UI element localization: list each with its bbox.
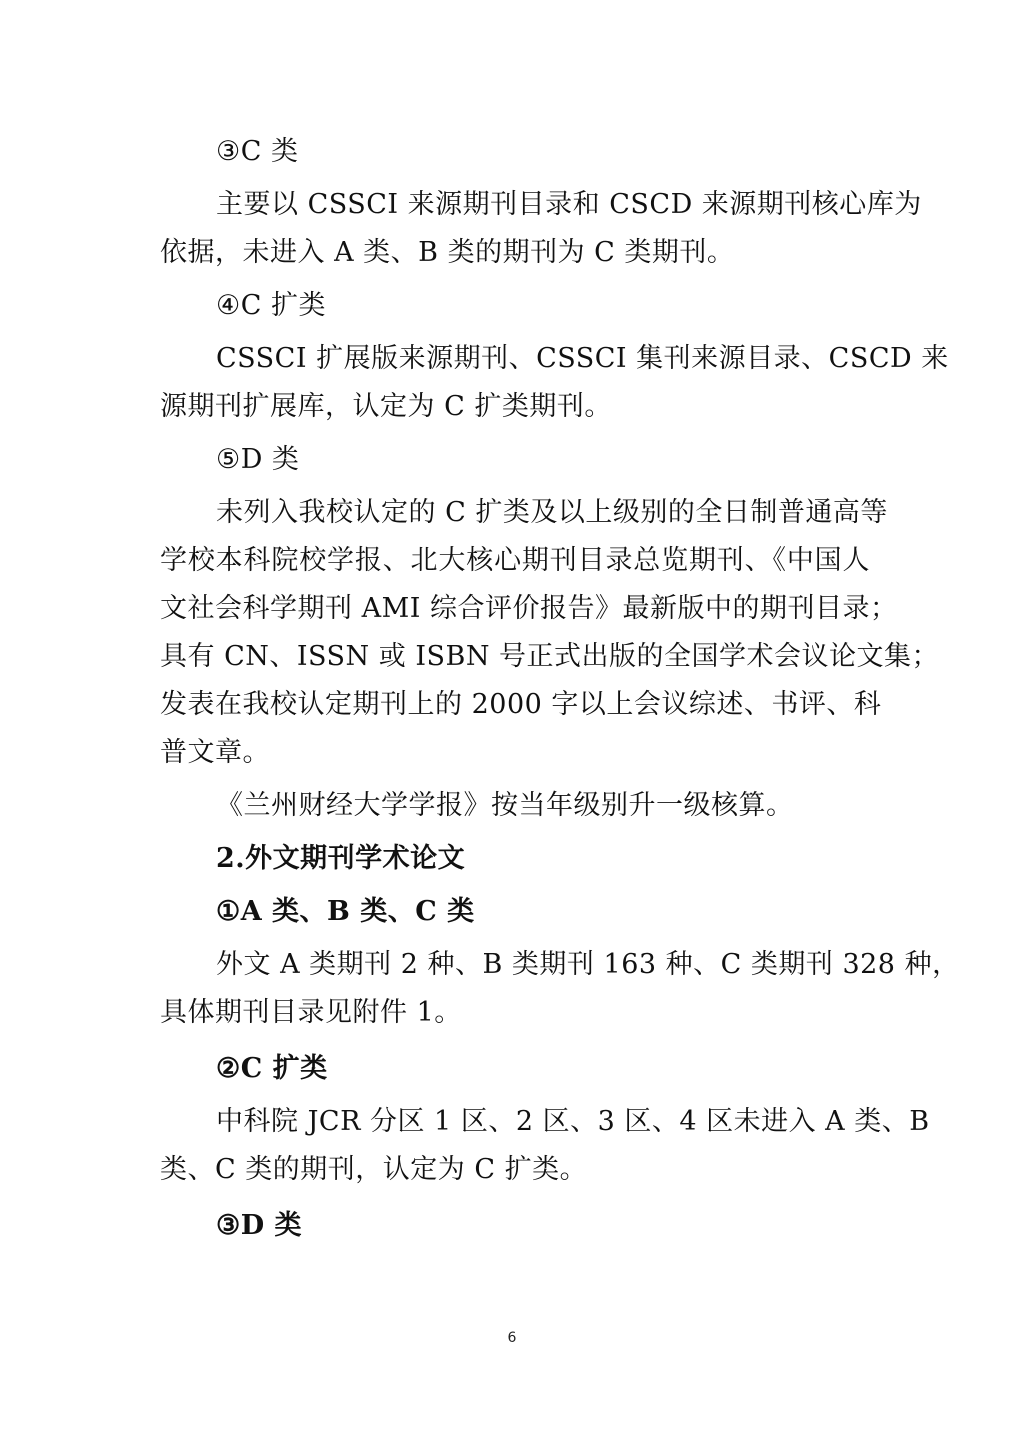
- subheading-d-class: ⑤D 类: [216, 444, 300, 475]
- paragraph-line: 未列入我校认定的 C 扩类及以上级别的全日制普通高等: [216, 497, 888, 528]
- paragraph-line: 具有 CN、ISSN 或 ISBN 号正式出版的全国学术会议论文集；: [160, 641, 940, 672]
- paragraph-line: 源期刊扩展库，认定为 C 扩类期刊。: [160, 391, 612, 422]
- paragraph-line: 中科院 JCR 分区 1 区、2 区、3 区、4 区未进入 A 类、B: [216, 1106, 930, 1137]
- paragraph-line: CSSCI 扩展版来源期刊、CSSCI 集刊来源目录、CSCD 来: [216, 343, 949, 374]
- paragraph-line: 主要以 CSSCI 来源期刊目录和 CSCD 来源期刊核心库为: [216, 189, 922, 220]
- section-heading-foreign-journals: 2.外文期刊学术论文: [216, 843, 466, 874]
- subheading-c-extended-class: ④C 扩类: [216, 290, 326, 321]
- paragraph-line: 普文章。: [160, 737, 270, 768]
- paragraph-line: 学校本科院校学报、北大核心期刊目录总览期刊、《中国人: [160, 545, 870, 576]
- subheading-c-class: ③C 类: [216, 136, 299, 167]
- paragraph-line: 发表在我校认定期刊上的 2000 字以上会议综述、书评、科: [160, 689, 882, 720]
- paragraph-line: 具体期刊目录见附件 1。: [160, 997, 462, 1028]
- subheading-abc-class: ①A 类、B 类、C 类: [216, 896, 475, 927]
- paragraph-line: 类、C 类的期刊，认定为 C 扩类。: [160, 1154, 588, 1185]
- document-body: [160, 128, 960, 1250]
- paragraph-line: 《兰州财经大学学报》按当年级别升一级核算。: [216, 790, 794, 821]
- page-number: 6: [507, 1330, 517, 1346]
- subheading-d-class-foreign: ③D 类: [216, 1210, 303, 1241]
- subheading-c-extended-class-foreign: ②C 扩类: [216, 1053, 328, 1084]
- paragraph-line: 依据，未进入 A 类、B 类的期刊为 C 类期刊。: [160, 237, 735, 268]
- paragraph-line: 外文 A 类期刊 2 种、B 类期刊 163 种、C 类期刊 328 种，: [216, 949, 960, 980]
- paragraph-line: 文社会科学期刊 AMI 综合评价报告》最新版中的期刊目录；: [160, 593, 898, 624]
